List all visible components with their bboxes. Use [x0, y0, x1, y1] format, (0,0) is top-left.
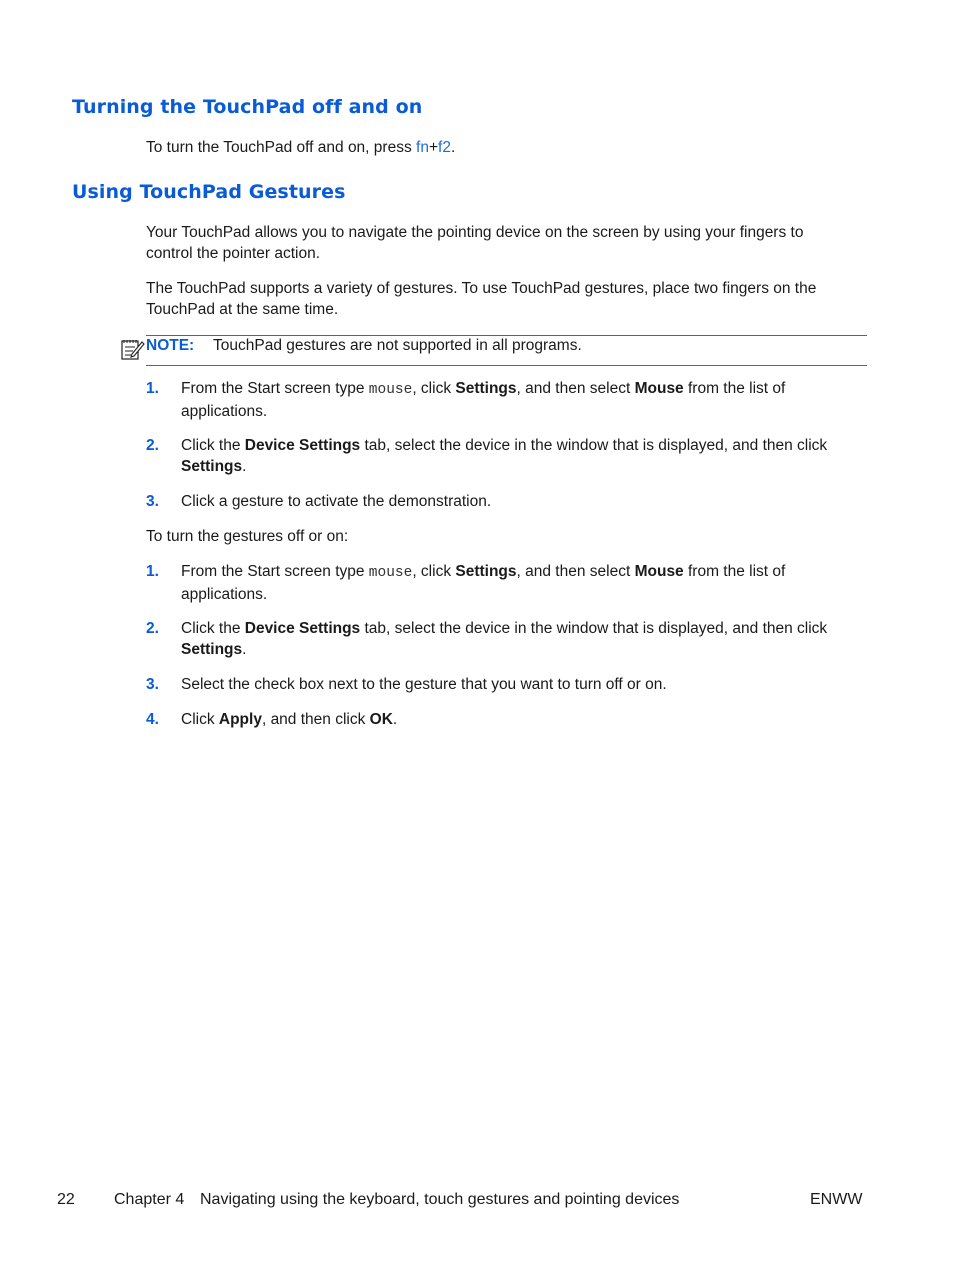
list1-step-number: 3.: [146, 493, 159, 510]
code-mouse: mouse: [368, 565, 413, 581]
gestures-intro-paragraph: Your TouchPad allows you to navigate the pointing device on the screen by using your fingers to control the pointer action.: [146, 224, 804, 262]
list2-step-number: 3.: [146, 676, 159, 693]
list1-step-number: 1.: [146, 380, 159, 397]
footer-right-code: ENWW: [810, 1191, 863, 1208]
list2-step-number: 4.: [146, 711, 159, 728]
list2-step-text: Click Apply, and then click OK.: [181, 711, 398, 728]
gestures-toggle-intro: To turn the gestures off or on:: [146, 528, 349, 545]
section-heading-touchpad-gestures: Using TouchPad Gestures: [72, 181, 346, 203]
note-label: NOTE:: [146, 337, 195, 354]
list1-step-text: From the Start screen type mouse, click Settings, and then select Mouse from the list of applications.: [181, 380, 786, 420]
list1-step-number: 2.: [146, 437, 159, 454]
fn-key-link[interactable]: fn: [416, 139, 429, 156]
list2-step-number: 2.: [146, 620, 159, 637]
list2-step-text: Select the check box next to the gesture that you want to turn off or on.: [181, 676, 667, 693]
f2-key-link[interactable]: f2: [438, 139, 451, 156]
footer-chapter-label: Chapter 4: [114, 1191, 185, 1208]
page-number: 22: [57, 1191, 75, 1208]
gestures-support-paragraph: The TouchPad supports a variety of gestures. To use TouchPad gestures, place two fingers on the TouchPad at the same time.: [146, 280, 817, 318]
list2-step-text: From the Start screen type mouse, click Settings, and then select Mouse from the list of applications.: [181, 563, 786, 603]
note-text: TouchPad gestures are not supported in all programs.: [213, 337, 582, 354]
touchpad-toggle-paragraph: To turn the TouchPad off and on, press fn+f2.: [146, 139, 456, 156]
list2-step-number: 1.: [146, 563, 159, 580]
note-box: [146, 335, 867, 366]
list1-step-text: Click the Device Settings tab, select the device in the window that is displayed, and then click Settings.: [181, 437, 828, 475]
list2-step-text: Click the Device Settings tab, select the device in the window that is displayed, and then click Settings.: [181, 620, 828, 658]
section-heading-touchpad-off-on: Turning the TouchPad off and on: [72, 96, 423, 118]
code-mouse: mouse: [368, 382, 413, 398]
footer-chapter-title: Navigating using the keyboard, touch gestures and pointing devices: [200, 1191, 680, 1208]
list1-step-text: Click a gesture to activate the demonstration.: [181, 493, 492, 510]
note-pad-icon: [120, 336, 146, 362]
